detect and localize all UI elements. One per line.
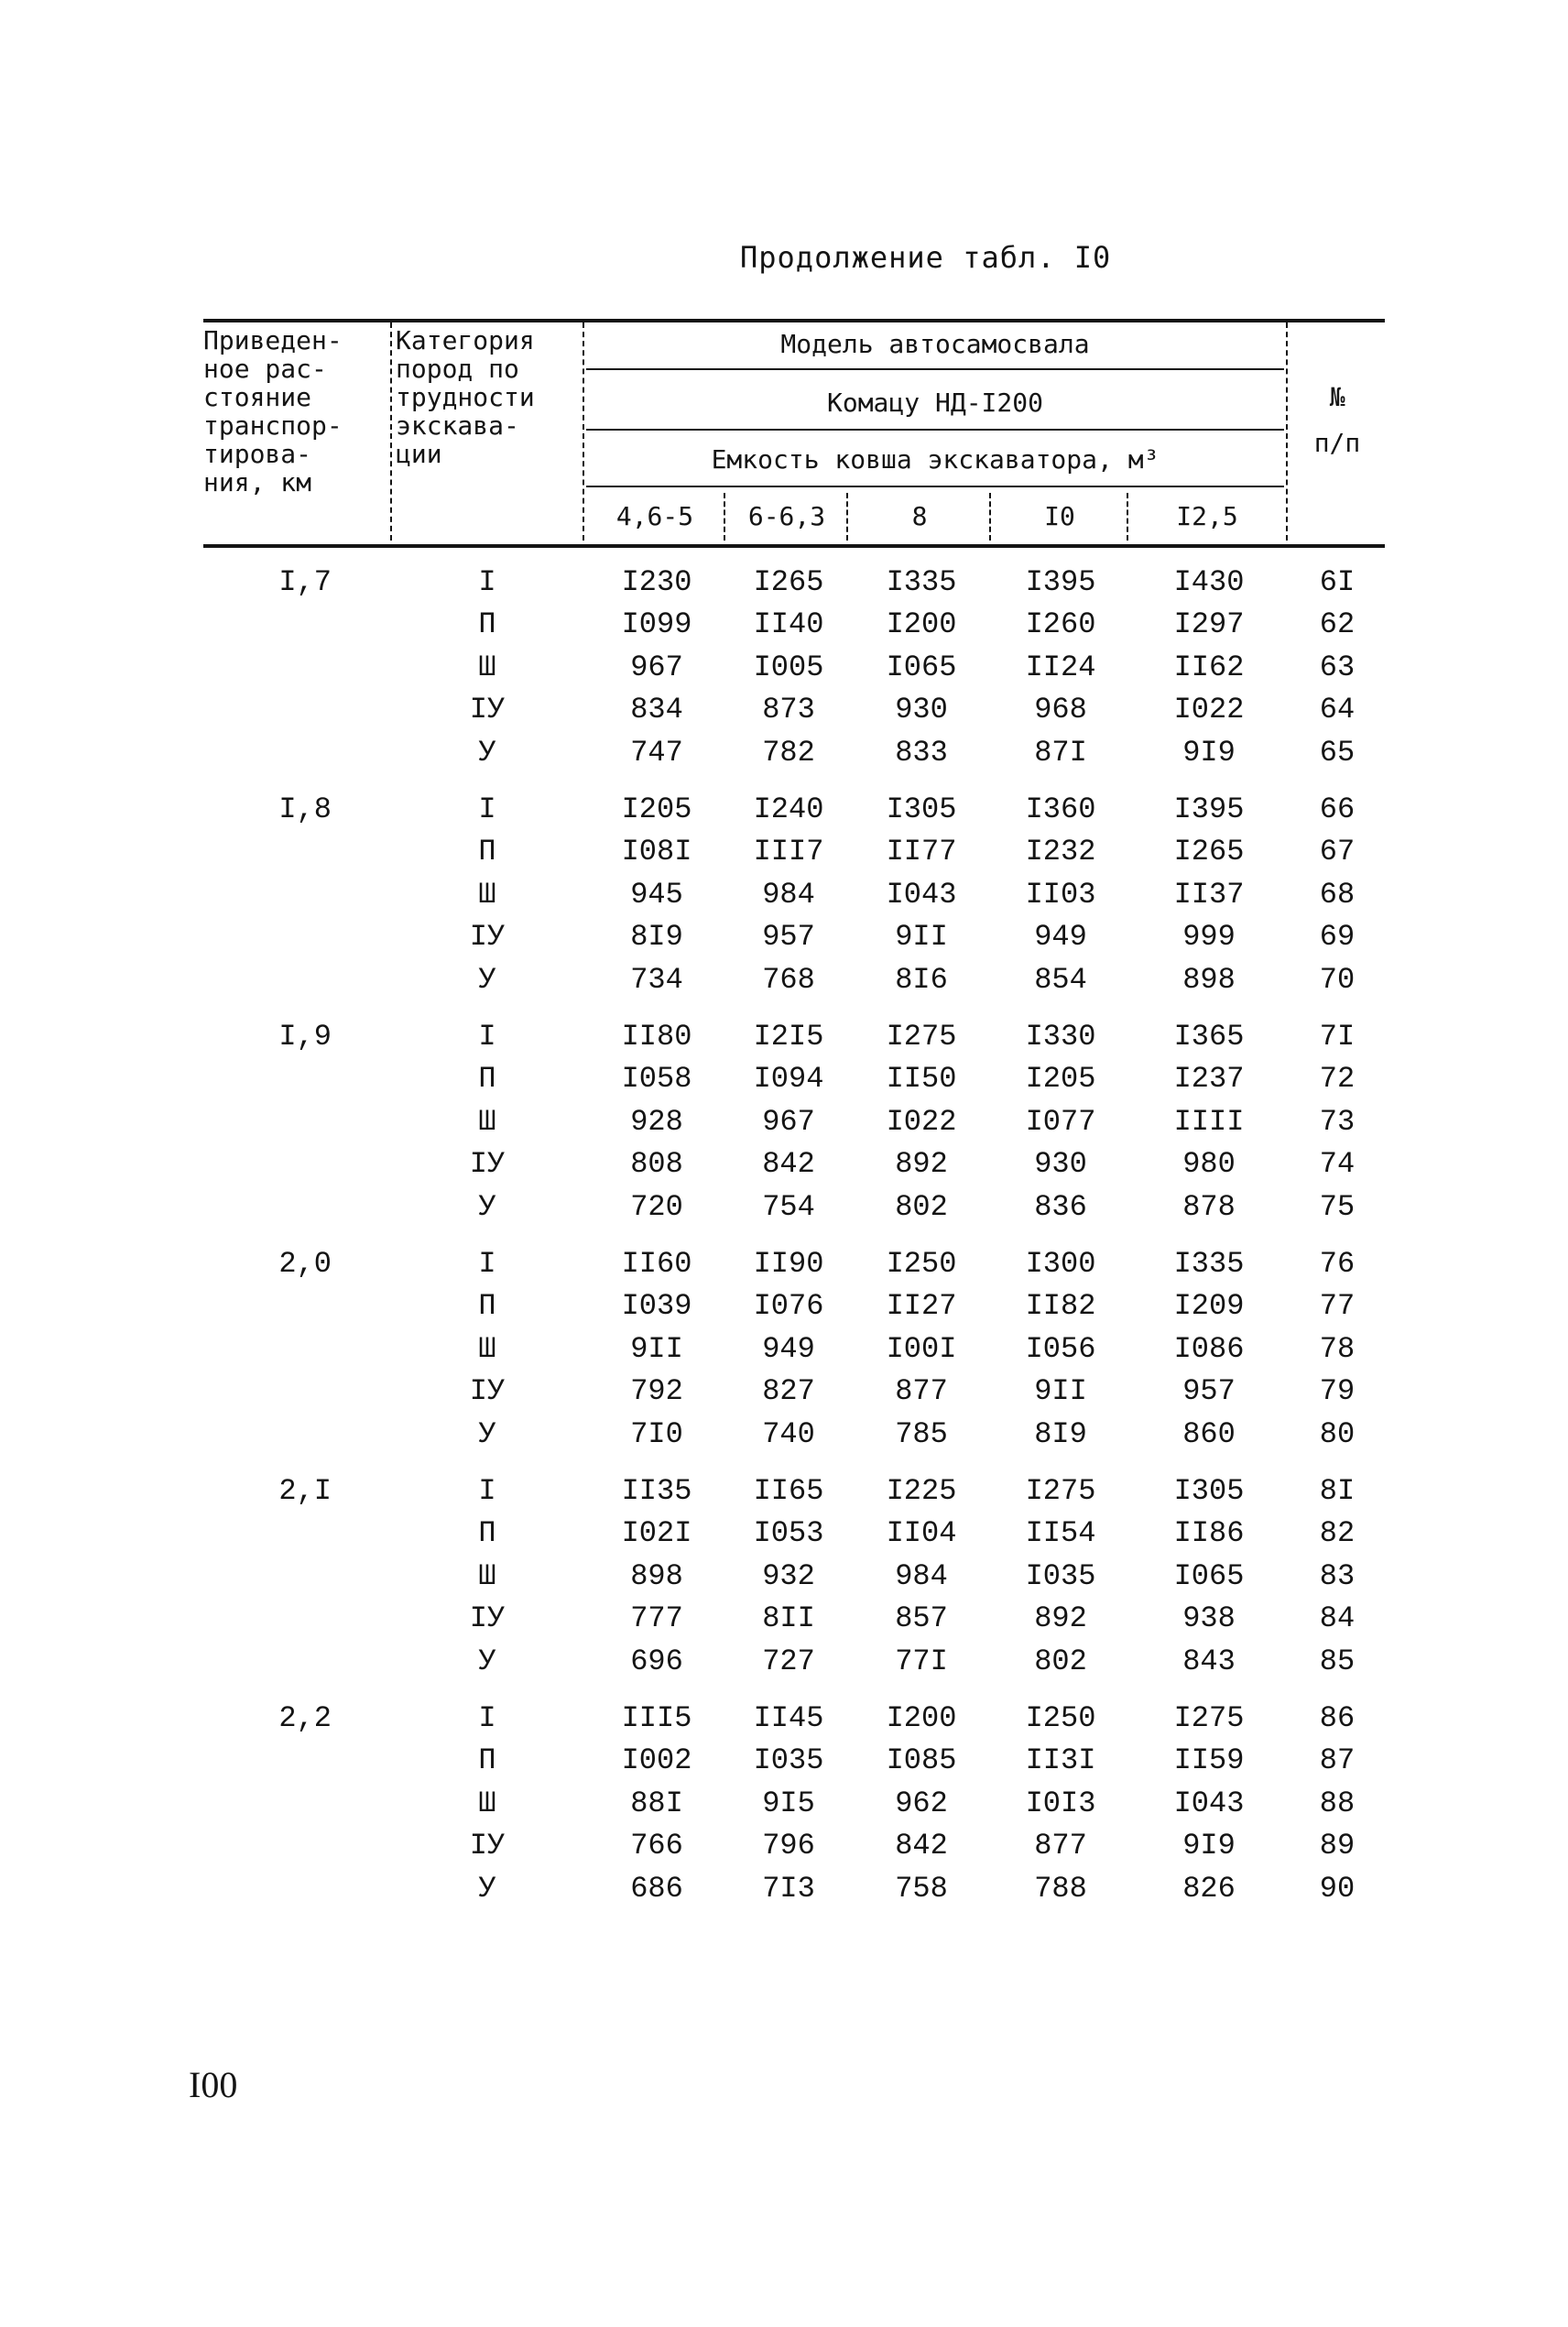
table-cell-value: III7 (753, 835, 824, 869)
row-number: 65 (1319, 735, 1356, 770)
table-cell-value: 877 (1034, 1829, 1087, 1863)
table-cell-value: II65 (753, 1474, 824, 1508)
table-cell-value: I002 (621, 1743, 692, 1778)
table-cell-value: I0I3 (1025, 1786, 1096, 1820)
table-cell-value: I395 (1025, 565, 1096, 599)
table-cell-value: 727 (762, 1644, 815, 1678)
table-cell-value: 827 (762, 1374, 815, 1409)
table-cell-value: I365 (1173, 1020, 1245, 1054)
table-cell-value: 968 (1034, 693, 1087, 727)
table-cell-value: 938 (1182, 1601, 1236, 1636)
row-number: 72 (1319, 1062, 1356, 1097)
category-value: I (478, 1247, 496, 1281)
separator-bucket-3 (989, 493, 991, 541)
table-cell-value: 892 (1034, 1601, 1087, 1636)
table-cell-value: 740 (762, 1416, 815, 1451)
table-cell-value: I265 (1173, 835, 1245, 869)
row-number: 7I (1319, 1020, 1356, 1054)
category-value: IУ (469, 920, 506, 955)
table-cell-value: I2I5 (753, 1020, 824, 1054)
table-cell-value: 898 (630, 1558, 683, 1593)
table-cell-value: 957 (1182, 1374, 1236, 1409)
header-bottom-rule (203, 544, 1385, 548)
category-value: У (478, 1416, 496, 1451)
header-distance-line: стояние (203, 382, 312, 412)
table-cell-value: I335 (886, 565, 957, 599)
table-cell-value: 984 (762, 877, 815, 912)
table-cell-value: 967 (630, 650, 683, 684)
table-cell-value: II60 (621, 1247, 692, 1281)
table-cell-value: I065 (1173, 1558, 1245, 1593)
table-cell-value: I099 (621, 607, 692, 642)
table-cell-value: 843 (1182, 1644, 1236, 1678)
table-cell-value: I056 (1025, 1331, 1096, 1366)
table-cell-value: 980 (1182, 1147, 1236, 1182)
header-category-line: Категория (396, 325, 535, 355)
table-cell-value: 984 (895, 1558, 948, 1593)
row-number: 70 (1319, 962, 1356, 997)
table-cell-value: II45 (753, 1701, 824, 1735)
table-cell-value: 7I0 (630, 1416, 683, 1451)
distance-value: I,7 (278, 565, 332, 599)
table-cell-value: II77 (886, 835, 957, 869)
table-cell-value: II35 (621, 1474, 692, 1508)
model-name-rule (586, 429, 1284, 431)
separator-bucket-4 (1127, 493, 1128, 541)
category-value: Ш (478, 1786, 496, 1820)
table-cell-value: 720 (630, 1189, 683, 1224)
table-cell-value: 842 (762, 1147, 815, 1182)
table-cell-value: 758 (895, 1871, 948, 1906)
table-cell-value: I205 (1025, 1062, 1096, 1097)
table-cell-value: I275 (1173, 1701, 1245, 1735)
table-cell-value: 802 (1034, 1644, 1087, 1678)
table-cell-value: II59 (1173, 1743, 1245, 1778)
table-cell-value: 88I (630, 1786, 683, 1820)
table-cell-value: I209 (1173, 1289, 1245, 1324)
table-cell-value: II40 (753, 607, 824, 642)
row-number: 86 (1319, 1701, 1356, 1735)
table-cell-value: I02I (621, 1516, 692, 1551)
row-number: 8I (1319, 1474, 1356, 1508)
row-number: 62 (1319, 607, 1356, 642)
table-cell-value: I300 (1025, 1247, 1096, 1281)
header-number-label: п/п (1313, 428, 1361, 458)
table-cell-value: 747 (630, 735, 683, 770)
category-value: Ш (478, 1331, 496, 1366)
category-value: I (478, 1020, 496, 1054)
row-number: 85 (1319, 1644, 1356, 1678)
table-cell-value: II27 (886, 1289, 957, 1324)
table-cell-value: II90 (753, 1247, 824, 1281)
row-number: 64 (1319, 693, 1356, 727)
table-cell-value: I305 (886, 792, 957, 826)
separator-model-number (1286, 322, 1288, 541)
row-number: 73 (1319, 1104, 1356, 1139)
table-cell-value: I043 (1173, 1786, 1245, 1820)
table-cell-value: I035 (753, 1743, 824, 1778)
table-cell-value: 754 (762, 1189, 815, 1224)
category-value: У (478, 735, 496, 770)
table-cell-value: 949 (1034, 920, 1087, 955)
table-cell-value: 77I (895, 1644, 948, 1678)
table-cell-value: I022 (886, 1104, 957, 1139)
row-number: 79 (1319, 1374, 1356, 1409)
table-cell-value: 957 (762, 920, 815, 955)
table-cell-value: I205 (621, 792, 692, 826)
model-rule (586, 368, 1284, 370)
row-number: 82 (1319, 1516, 1356, 1551)
table-cell-value: 796 (762, 1829, 815, 1863)
header-bucket-size: 8 (911, 501, 928, 531)
table-cell-value: I085 (886, 1743, 957, 1778)
table-cell-value: 826 (1182, 1871, 1236, 1906)
table-cell-value: II24 (1025, 650, 1096, 684)
header-distance-line: Приведен- (203, 325, 343, 355)
table-cell-value: 8I9 (1034, 1416, 1087, 1451)
header-distance-line: ния, км (203, 467, 312, 497)
header-category-line: пород по (396, 354, 519, 384)
separator-bucket-1 (724, 493, 725, 541)
table-cell-value: I330 (1025, 1020, 1096, 1054)
table-cell-value: I005 (753, 650, 824, 684)
table-cell-value: II86 (1173, 1516, 1245, 1551)
category-value: П (478, 607, 496, 642)
table-cell-value: 898 (1182, 962, 1236, 997)
distance-value: 2,0 (278, 1247, 332, 1281)
row-number: 75 (1319, 1189, 1356, 1224)
category-value: П (478, 1516, 496, 1551)
header-distance-line: тирова- (203, 439, 312, 469)
table-cell-value: II50 (886, 1062, 957, 1097)
table-cell-value: 768 (762, 962, 815, 997)
table-cell-value: 696 (630, 1644, 683, 1678)
table-cell-value: I230 (621, 565, 692, 599)
table-cell-value: 9I9 (1182, 1829, 1236, 1863)
header-bucket-size: I0 (1044, 501, 1075, 531)
distance-value: 2,2 (278, 1701, 332, 1735)
table-cell-value: 930 (895, 693, 948, 727)
table-cell-value: II03 (1025, 877, 1096, 912)
table-cell-value: I275 (1025, 1474, 1096, 1508)
table-cell-value: I297 (1173, 607, 1245, 642)
table-cell-value: I395 (1173, 792, 1245, 826)
table-cell-value: 928 (630, 1104, 683, 1139)
table-cell-value: 8I6 (895, 962, 948, 997)
table-cell-value: II54 (1025, 1516, 1096, 1551)
table-cell-value: I232 (1025, 835, 1096, 869)
table-cell-value: I305 (1173, 1474, 1245, 1508)
header-bucket-size: 4,6-5 (615, 501, 694, 531)
table-cell-value: 8I9 (630, 920, 683, 955)
category-value: Ш (478, 1104, 496, 1139)
bucket-rule (586, 486, 1284, 487)
table-cell-value: 9II (895, 920, 948, 955)
table-cell-value: I260 (1025, 607, 1096, 642)
header-distance-line: транспор- (203, 410, 343, 441)
category-value: I (478, 1701, 496, 1735)
category-value: IУ (469, 1374, 506, 1409)
table-cell-value: 836 (1034, 1189, 1087, 1224)
category-value: Ш (478, 877, 496, 912)
table-cell-value: I035 (1025, 1558, 1096, 1593)
category-value: I (478, 1474, 496, 1508)
table-cell-value: I065 (886, 650, 957, 684)
table-cell-value: II3I (1025, 1743, 1096, 1778)
table-cell-value: 949 (762, 1331, 815, 1366)
table-cell-value: II80 (621, 1020, 692, 1054)
table-cell-value: 860 (1182, 1416, 1236, 1451)
header-bucket-group: Емкость ковша экскаватора, м³ (711, 444, 1160, 475)
category-value: Ш (478, 1558, 496, 1593)
row-number: 88 (1319, 1786, 1356, 1820)
table-cell-value: 932 (762, 1558, 815, 1593)
table-cell-value: I275 (886, 1020, 957, 1054)
table-cell-value: I094 (753, 1062, 824, 1097)
table-cell-value: I043 (886, 877, 957, 912)
row-number: 67 (1319, 835, 1356, 869)
header-category-line: трудности (396, 382, 535, 412)
table-top-rule (203, 319, 1385, 322)
row-number: 80 (1319, 1416, 1356, 1451)
separator-bucket-2 (846, 493, 848, 541)
table-cell-value: IIII (1173, 1104, 1245, 1139)
row-number: 90 (1319, 1871, 1356, 1906)
table-cell-value: 9I9 (1182, 735, 1236, 770)
header-model-group: Модель автосамосвала (780, 329, 1090, 359)
distance-value: I,9 (278, 1020, 332, 1054)
table-cell-value: I360 (1025, 792, 1096, 826)
category-value: У (478, 1871, 496, 1906)
table-caption: Продолжение табл. I0 (740, 240, 1112, 275)
table-cell-value: 857 (895, 1601, 948, 1636)
table-cell-value: 87I (1034, 735, 1087, 770)
table-cell-value: I430 (1173, 565, 1245, 599)
page-number: I00 (189, 2064, 238, 2105)
row-number: 69 (1319, 920, 1356, 955)
table-cell-value: I200 (886, 1701, 957, 1735)
category-value: У (478, 1189, 496, 1224)
row-number: 87 (1319, 1743, 1356, 1778)
row-number: 78 (1319, 1331, 1356, 1366)
table-cell-value: 808 (630, 1147, 683, 1182)
table-cell-value: I265 (753, 565, 824, 599)
table-cell-value: I053 (753, 1516, 824, 1551)
category-value: У (478, 1644, 496, 1678)
table-cell-value: I077 (1025, 1104, 1096, 1139)
category-value: IУ (469, 1829, 506, 1863)
table-cell-value: 8II (762, 1601, 815, 1636)
table-cell-value: 842 (895, 1829, 948, 1863)
distance-value: 2,I (278, 1474, 332, 1508)
table-cell-value: I022 (1173, 693, 1245, 727)
category-value: П (478, 1062, 496, 1097)
category-value: У (478, 962, 496, 997)
table-cell-value: 877 (895, 1374, 948, 1409)
table-cell-value: 854 (1034, 962, 1087, 997)
table-cell-value: II82 (1025, 1289, 1096, 1324)
row-number: 83 (1319, 1558, 1356, 1593)
table-cell-value: I086 (1173, 1331, 1245, 1366)
table-cell-value: I00I (886, 1331, 957, 1366)
table-cell-value: 777 (630, 1601, 683, 1636)
table-cell-value: 9II (1034, 1374, 1087, 1409)
category-value: П (478, 1743, 496, 1778)
table-cell-value: 892 (895, 1147, 948, 1182)
category-value: I (478, 565, 496, 599)
table-cell-value: 962 (895, 1786, 948, 1820)
table-cell-value: 878 (1182, 1189, 1236, 1224)
row-number: 74 (1319, 1147, 1356, 1182)
separator-distance-category (390, 322, 392, 541)
table-cell-value: I225 (886, 1474, 957, 1508)
table-cell-value: 782 (762, 735, 815, 770)
table-cell-value: 766 (630, 1829, 683, 1863)
header-bucket-size: 6-6,3 (747, 501, 826, 531)
table-cell-value: I058 (621, 1062, 692, 1097)
category-value: IУ (469, 1147, 506, 1182)
header-category-line: ции (396, 439, 442, 469)
table-cell-value: 9II (630, 1331, 683, 1366)
row-number: 89 (1319, 1829, 1356, 1863)
table-cell-value: I250 (1025, 1701, 1096, 1735)
table-cell-value: 873 (762, 693, 815, 727)
category-value: П (478, 1289, 496, 1324)
table-cell-value: III5 (621, 1701, 692, 1735)
row-number: 84 (1319, 1601, 1356, 1636)
category-value: П (478, 835, 496, 869)
table-cell-value: 833 (895, 735, 948, 770)
table-cell-value: 9I5 (762, 1786, 815, 1820)
table-cell-value: I237 (1173, 1062, 1245, 1097)
table-cell-value: 7I3 (762, 1871, 815, 1906)
category-value: I (478, 792, 496, 826)
table-cell-value: 686 (630, 1871, 683, 1906)
table-cell-value: I076 (753, 1289, 824, 1324)
header-bucket-size: I2,5 (1176, 501, 1238, 531)
table-cell-value: 788 (1034, 1871, 1087, 1906)
table-cell-value: II62 (1173, 650, 1245, 684)
row-number: 63 (1319, 650, 1356, 684)
header-number-symbol: № (1329, 382, 1345, 412)
table-cell-value: 734 (630, 962, 683, 997)
header-distance-line: ное рас- (203, 354, 327, 384)
distance-value: I,8 (278, 792, 332, 826)
table-cell-value: 999 (1182, 920, 1236, 955)
row-number: 66 (1319, 792, 1356, 826)
table-cell-value: 785 (895, 1416, 948, 1451)
table-cell-value: 967 (762, 1104, 815, 1139)
table-cell-value: I335 (1173, 1247, 1245, 1281)
row-number: 6I (1319, 565, 1356, 599)
table-cell-value: 930 (1034, 1147, 1087, 1182)
table-cell-value: I240 (753, 792, 824, 826)
header-category-line: экскава- (396, 410, 519, 441)
header-model-name: Комацу НД-I200 (826, 388, 1043, 418)
table-cell-value: II37 (1173, 877, 1245, 912)
table-cell-value: I08I (621, 835, 692, 869)
table-cell-value: 802 (895, 1189, 948, 1224)
table-cell-value: 834 (630, 693, 683, 727)
category-value: IУ (469, 693, 506, 727)
table-cell-value: I200 (886, 607, 957, 642)
table-cell-value: 945 (630, 877, 683, 912)
table-cell-value: I039 (621, 1289, 692, 1324)
table-cell-value: 792 (630, 1374, 683, 1409)
category-value: IУ (469, 1601, 506, 1636)
separator-category-model (583, 322, 584, 541)
row-number: 76 (1319, 1247, 1356, 1281)
table-cell-value: I250 (886, 1247, 957, 1281)
table-cell-value: II04 (886, 1516, 957, 1551)
category-value: Ш (478, 650, 496, 684)
row-number: 77 (1319, 1289, 1356, 1324)
row-number: 68 (1319, 877, 1356, 912)
